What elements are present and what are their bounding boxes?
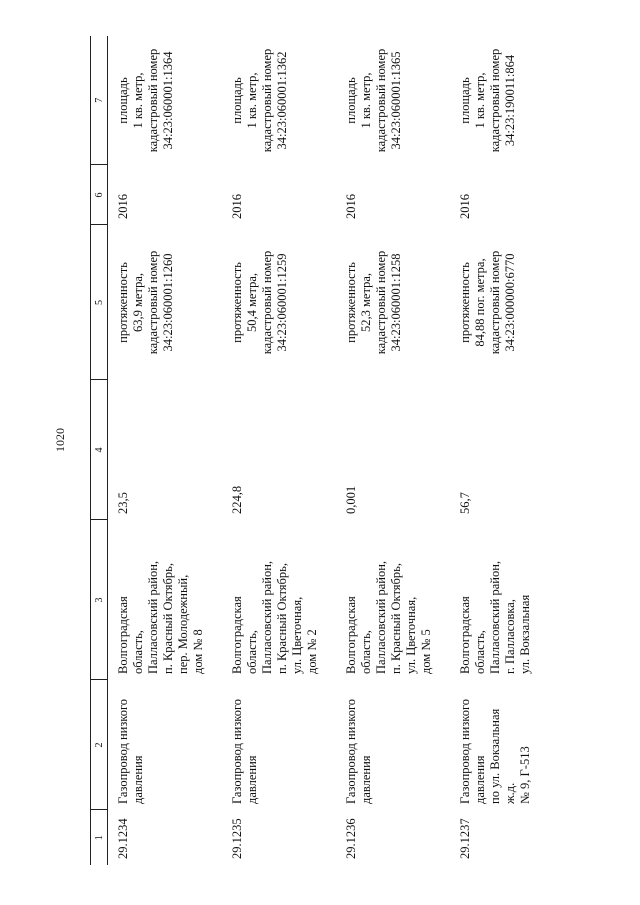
object-year: 2016 xyxy=(344,194,358,219)
column-header-6: 6 xyxy=(91,165,108,225)
table-row xyxy=(450,36,564,865)
land-info: площадь 1 кв. метр, кадастровый номер 34:23:060001:1365 xyxy=(344,48,403,153)
object-length: протяженность 63,9 метра, кадастровый номер 34:23:060001:1260 xyxy=(116,250,175,355)
row-id: 29.1236 xyxy=(344,818,358,859)
table-row xyxy=(336,36,450,865)
object-value: 56,7 xyxy=(458,492,472,514)
row-id: 29.1235 xyxy=(230,818,244,859)
object-name: Газопровод низкого давления xyxy=(344,698,373,804)
column-header-7: 7 xyxy=(91,36,108,165)
object-value: 224,8 xyxy=(230,485,244,514)
table-row xyxy=(222,36,336,865)
table-row xyxy=(108,36,223,865)
object-name: Газопровод низкого давления xyxy=(116,698,145,804)
object-name: Газопровод низкого давления по ул. Вокзальная ж.д. № 9, Г-513 xyxy=(458,698,532,804)
object-year: 2016 xyxy=(116,194,130,219)
object-year: 2016 xyxy=(230,194,244,219)
registry-table xyxy=(90,36,564,865)
object-address: Волгоградская область, Палласовский район, п. Красный Октябрь, ул. Цветочная, дом № 5 xyxy=(344,560,433,674)
land-info: площадь 1 кв. метр, кадастровый номер 34:23:060001:1362 xyxy=(230,48,289,153)
column-header-5: 5 xyxy=(91,225,108,380)
object-address: Волгоградская область, Палласовский район, п. Красный Октябрь, пер. Молодежный, дом № 8 xyxy=(116,560,205,674)
header-row xyxy=(91,36,108,865)
object-length: протяженность 52,3 метра, кадастровый номер 34:23:060001:1258 xyxy=(344,250,403,355)
land-info: площадь 1 кв. метр, кадастровый номер 34:23:190011:864 xyxy=(458,48,517,153)
object-address: Волгоградская область, Палласовский район, г. Палласовка, ул. Вокзальная xyxy=(458,560,532,674)
object-length: протяженность 84,88 пог. метра, кадастровый номер 34:23:000000:6770 xyxy=(458,250,517,355)
registry-table-container xyxy=(90,36,560,865)
object-value: 23,5 xyxy=(116,492,130,514)
object-year: 2016 xyxy=(458,194,472,219)
land-info: площадь 1 кв. метр, кадастровый номер 34:23:060001:1364 xyxy=(116,48,175,153)
object-value: 0,001 xyxy=(344,485,358,514)
object-address: Волгоградская область, Палласовский район, п. Красный Октябрь, ул. Цветочная, дом № 2 xyxy=(230,560,319,674)
object-name: Газопровод низкого давления xyxy=(230,698,259,804)
column-header-4: 4 xyxy=(91,380,108,520)
page-number: 1020 xyxy=(53,428,67,452)
column-header-2: 2 xyxy=(91,680,108,810)
row-id: 29.1234 xyxy=(116,818,130,859)
object-length: протяженность 50,4 метра, кадастровый номер 34:23:060001:1259 xyxy=(230,250,289,355)
row-id: 29.1237 xyxy=(458,818,472,859)
column-header-1: 1 xyxy=(91,810,108,865)
column-header-3: 3 xyxy=(91,520,108,680)
